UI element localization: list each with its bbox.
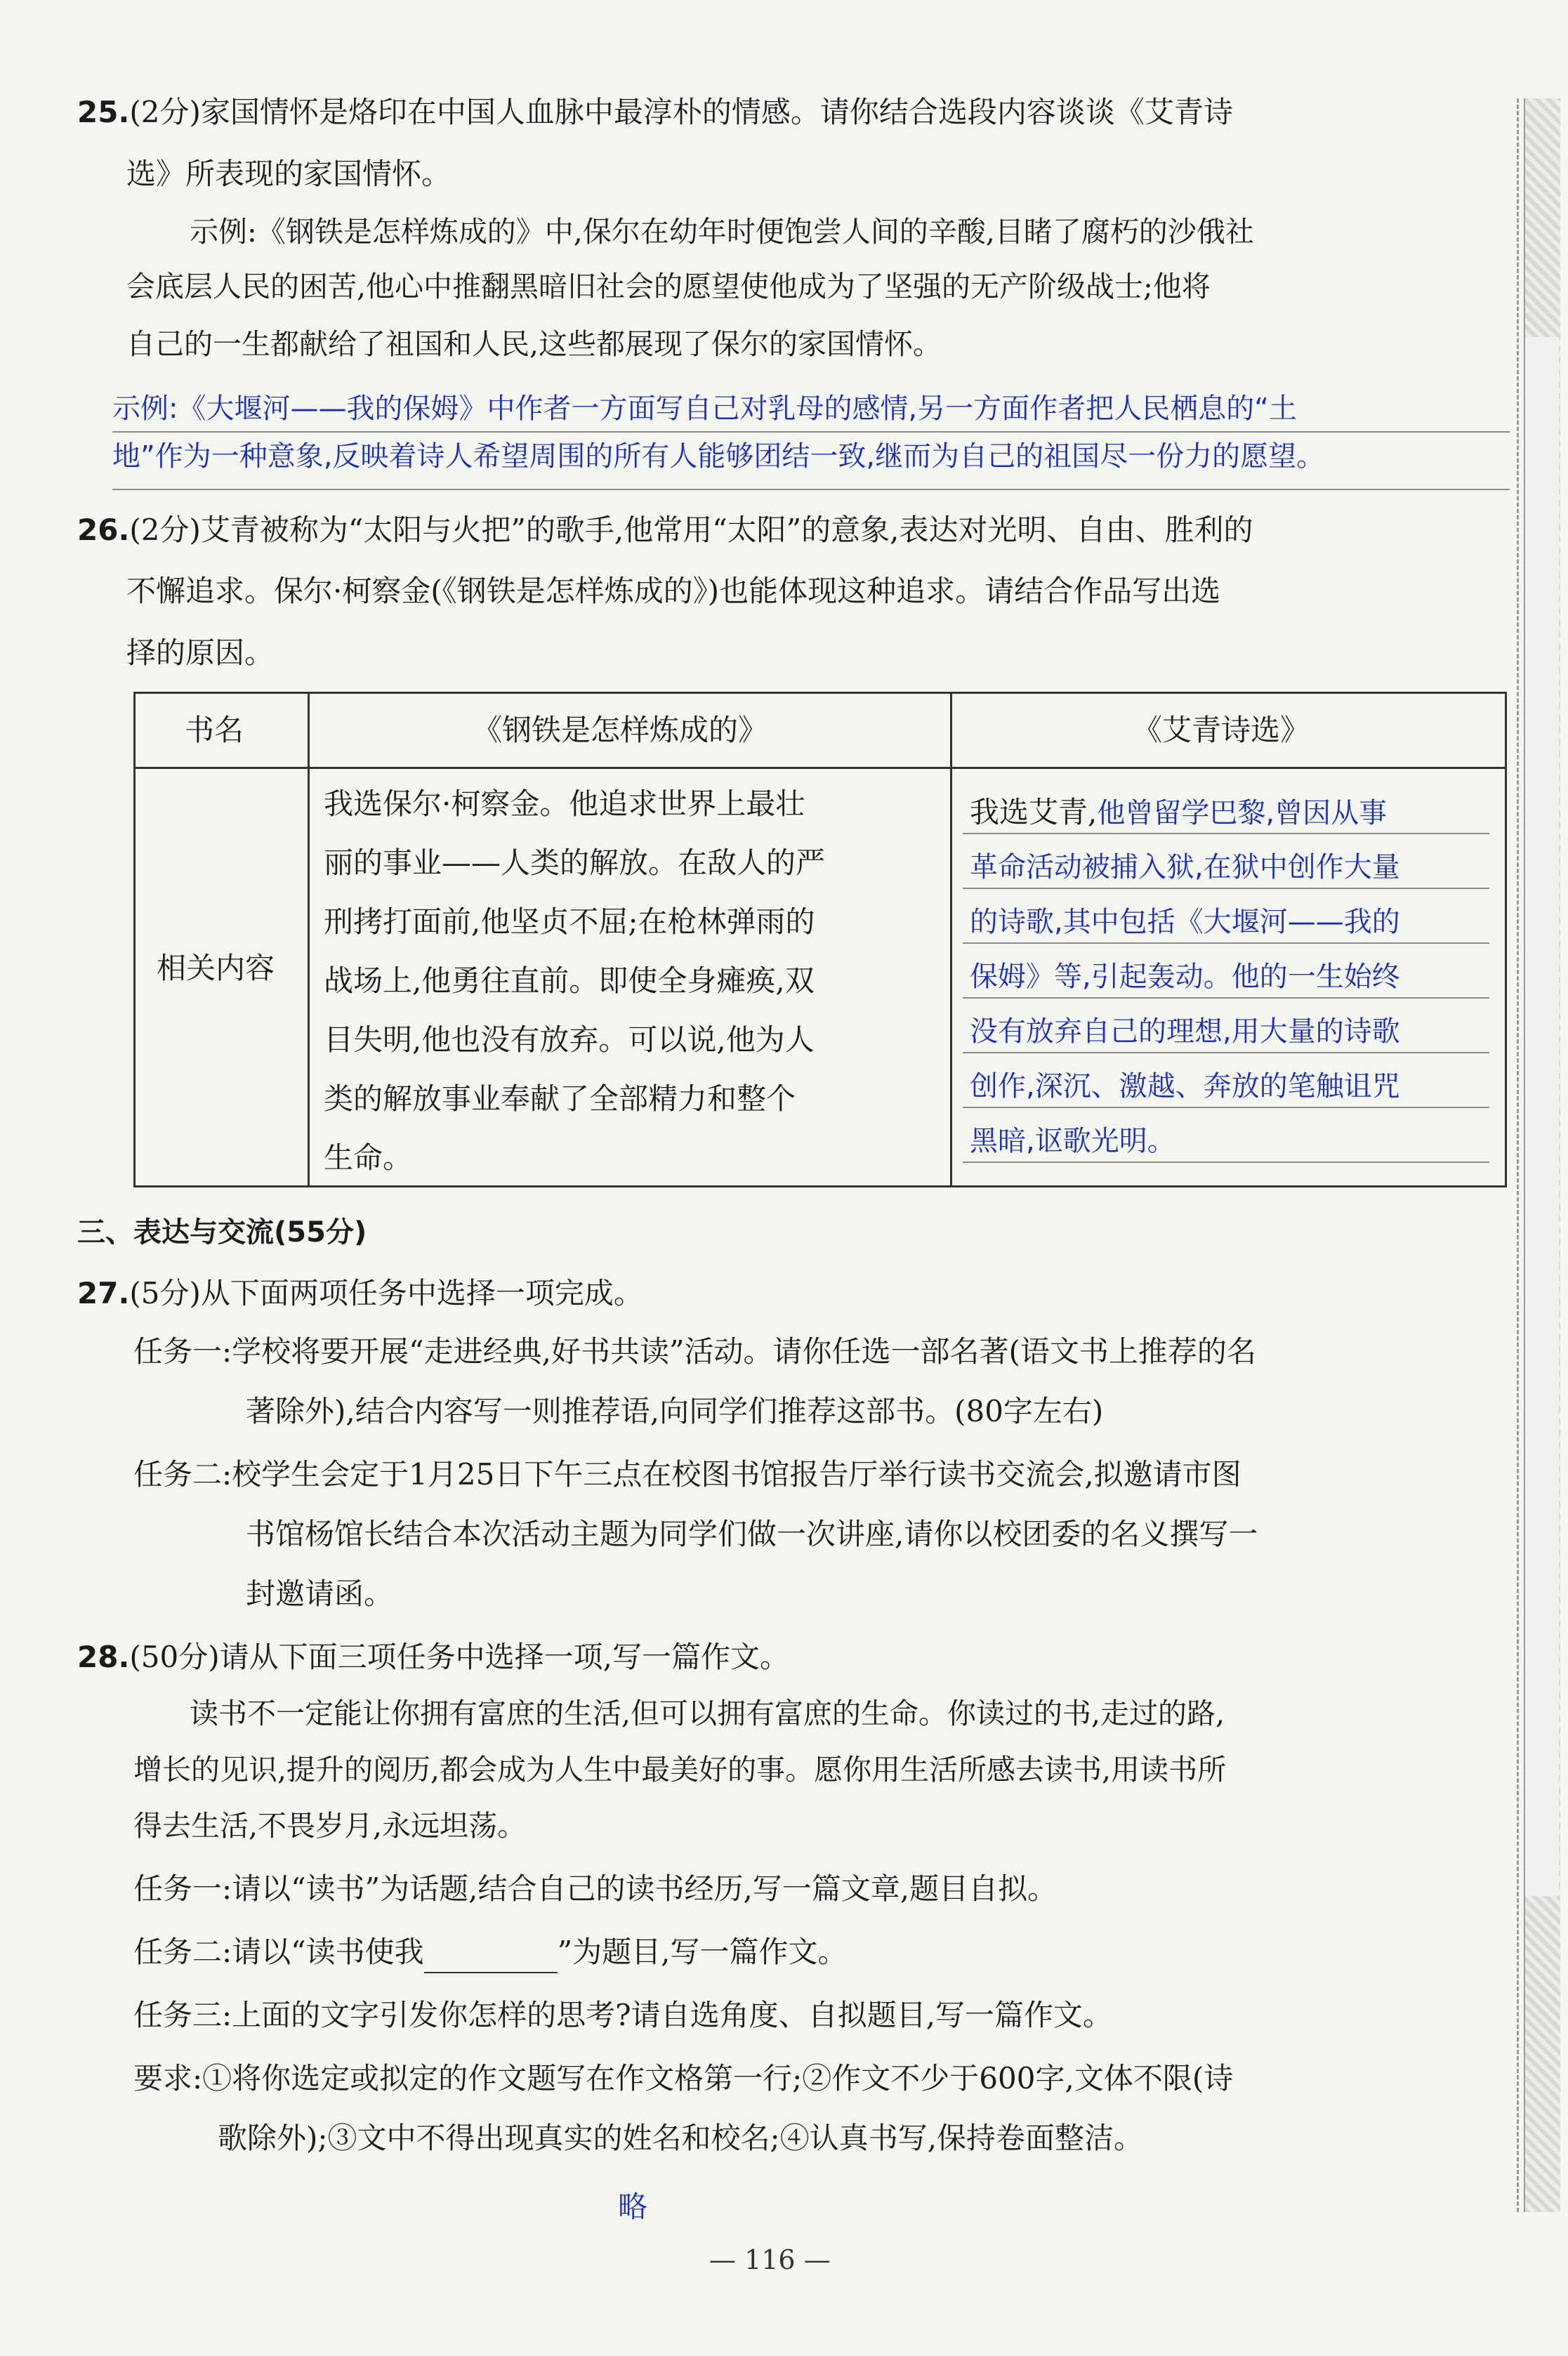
q28-task1: 任务一:请以“读书”为话题,结合自己的读书经历,写一篇文章,题目自拟。: [133, 1871, 1058, 1906]
col2-first-line: [970, 785, 1400, 840]
q26-number: 26.: [77, 513, 130, 547]
q25-line-1: [77, 91, 1233, 133]
q28-prompt-line-2: 增长的见识,提升的阅历,都会成为人生中最美好的事。愿你用生活所感去读书,用读书所: [133, 1753, 1227, 1786]
q25-answer-line-1: 示例:《大堰河——我的保姆》中作者一方面写自己对乳母的感情,另一方面作者把人民栖息的“土: [112, 393, 1297, 425]
col2-rule: [963, 833, 1489, 834]
q25-number: 25.: [77, 95, 130, 129]
q27-line-1: [77, 1272, 643, 1315]
q28-text-1: (50分)请从下面三项任务中选择一项,写一篇作文。: [129, 1640, 789, 1674]
col1-line: 丽的事业——人类的解放。在敌人的严: [324, 845, 826, 880]
col2-prefix: 我选艾青,: [970, 795, 1098, 829]
q27-text-1: (5分)从下面两项任务中选择一项完成。: [129, 1276, 643, 1310]
col1-line: 目失明,他也没有放弃。可以说,他为人: [324, 1022, 815, 1057]
q26-line-3: 择的原因。: [126, 636, 275, 670]
binding-strip-mask: [1525, 337, 1559, 1896]
col1-line: 生命。: [324, 1140, 413, 1175]
q27-number: 27.: [77, 1276, 130, 1310]
table-col2-content: [970, 785, 1400, 1169]
q27-task2-line-2: 书馆杨馆长结合本次活动主题为同学们做一次讲座,请你以校团委的名义撰写一: [246, 1517, 1258, 1551]
col2-answer-line: 创作,深沉、激越、奔放的笔触诅咒: [970, 1070, 1400, 1103]
col2-answer-line: 革命活动被捕入狱,在狱中创作大量: [970, 851, 1400, 883]
q28-task3: 任务三:上面的文字引发你怎样的思考?请自选角度、自拟题目,写一篇作文。: [133, 1998, 1113, 2032]
q25-example-line-3: 自己的一生都献给了祖国和人民,这些都展现了保尔的家国情怀。: [126, 327, 942, 361]
q28-answer: 略: [618, 2190, 648, 2224]
col2-answer-line: 没有放弃自己的理想,用大量的诗歌: [970, 1015, 1400, 1048]
q26-table: [133, 692, 1507, 1187]
q28-task2-after: ”为题目,写一篇作文。: [557, 1935, 848, 1969]
q28-task2: [133, 1931, 847, 1973]
col2-answer-line: 保姆》等,引起轰动。他的一生始终: [970, 961, 1400, 993]
q25-example-line-2: 会底层人民的困苦,他心中推翻黑暗旧社会的愿望使他成为了坚强的无产阶级战士;他将: [126, 270, 1211, 303]
q28-task2-before: 任务二:请以“读书使我: [133, 1935, 424, 1969]
col2-answer-line: 他曾留学巴黎,曾因从事: [1097, 797, 1388, 829]
table-col2-title: 《艾青诗选》: [1133, 713, 1310, 747]
page-number: — 116 —: [709, 2244, 831, 2275]
q26-line-1: [77, 509, 1253, 551]
table-row-label: 相关内容: [157, 951, 275, 985]
col1-line: 我选保尔·柯察金。他追求世界上最壮: [324, 787, 805, 821]
q27-task1-line-2: 著除外),结合内容写一则推荐语,向同学们推荐这部书。(80字左右): [246, 1394, 1104, 1428]
q26-text-1: (2分)艾青被称为“太阳与火把”的歌手,他常用“太阳”的意象,表达对光明、自由、胜利的: [129, 513, 1253, 547]
col2-rule: [963, 1161, 1489, 1163]
col2-answer-line: 的诗歌,其中包括《大堰河——我的: [970, 906, 1400, 938]
q25-line-2: 选》所表现的家国情怀。: [126, 157, 452, 191]
col2-rule: [963, 942, 1489, 944]
binding-dashed-line: [1517, 98, 1519, 2212]
q28-task2-blank: [424, 1941, 558, 1973]
col2-rule: [963, 1107, 1489, 1108]
col1-line: 战场上,他勇往直前。即使全身瘫痪,双: [324, 963, 815, 998]
q28-number: 28.: [77, 1640, 130, 1674]
q25-answer-rule-2: [112, 489, 1510, 490]
q26-line-2: 不懈追求。保尔·柯察金(《钢铁是怎样炼成的》)也能体现这种追求。请结合作品写出选: [126, 574, 1221, 608]
q27-task1-line-1: 任务一:学校将要开展“走进经典,好书共读”活动。请你任选一部名著(语文书上推荐的名: [133, 1334, 1256, 1369]
col1-line: 类的解放事业奉献了全部精力和整个: [324, 1081, 796, 1116]
q28-requirements-line-2: 歌除外);③文中不得出现真实的姓名和校名;④认真书写,保持卷面整洁。: [218, 2121, 1144, 2155]
table-col1-title: 《钢铁是怎样炼成的》: [473, 713, 768, 747]
q28-requirements-line-1: 要求:①将你选定或拟定的作文题写在作文格第一行;②作文不少于600字,文体不限(诗: [133, 2061, 1234, 2095]
col2-rule: [963, 1052, 1489, 1053]
table-hline-1: [136, 767, 1505, 769]
q27-task2-line-1: 任务二:校学生会定于1月25日下午三点在校图书馆报告厅举行读书交流会,拟邀请市图: [133, 1457, 1241, 1492]
col2-answer-line: 黑暗,讴歌光明。: [970, 1125, 1175, 1157]
q28-prompt-line-3: 得去生活,不畏岁月,永远坦荡。: [133, 1809, 527, 1843]
q25-example-line-1: 示例:《钢铁是怎样炼成的》中,保尔在幼年时便饱尝人间的辛酸,目睹了腐朽的沙俄社: [190, 215, 1254, 249]
table-col1-content: [324, 775, 825, 1187]
section-3-title: 三、表达与交流(55分): [77, 1216, 367, 1249]
q25-text-1: (2分)家国情怀是烙印在中国人血脉中最淳朴的情感。请你结合选段内容谈谈《艾青诗: [129, 95, 1233, 129]
q28-line-1: [77, 1636, 789, 1678]
table-header-label: 书名: [185, 713, 244, 747]
q27-task2-line-3: 封邀请函。: [246, 1577, 394, 1611]
q28-prompt-line-1: 读书不一定能让你拥有富庶的生活,但可以拥有富庶的生命。你读过的书,走过的路,: [190, 1697, 1225, 1730]
q25-answer-line-2: 地”作为一种意象,反映着诗人希望周围的所有人能够团结一致,继而为自己的祖国尽一份力的愿望。: [112, 440, 1325, 473]
col2-rule: [963, 997, 1489, 999]
col2-rule: [963, 888, 1489, 889]
col1-line: 刑拷打面前,他坚贞不屈;在枪林弹雨的: [324, 904, 815, 939]
